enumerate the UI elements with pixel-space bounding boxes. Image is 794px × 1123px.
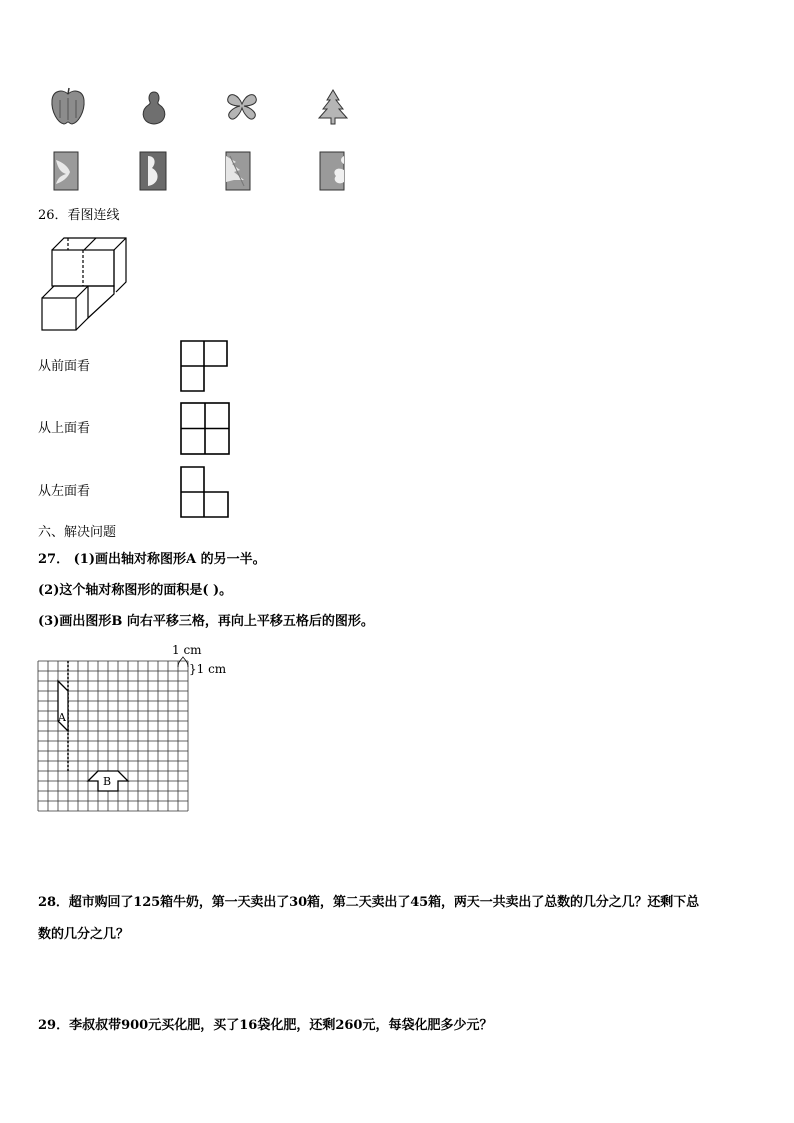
q28-line-1: 28．超市购回了125箱牛奶，第一天卖出了30箱，第二天卖出了45箱，两天一共卖出了总数的几分之几？还剩下总: [38, 895, 700, 910]
half-tree-cutout-icon: [222, 150, 256, 192]
shape-b-label: B: [103, 775, 112, 788]
cube-stack-figure: [38, 236, 130, 332]
left-view-figure: [180, 466, 232, 520]
half-apple-cutout-icon: [50, 150, 84, 192]
q28-line-2: 数的几分之几？: [38, 927, 130, 942]
tree-shape-icon: [316, 88, 350, 126]
half-flower-cutout-icon: [316, 150, 350, 192]
gourd-shape-icon: [138, 88, 170, 128]
view-label-left: 从左面看: [38, 484, 91, 499]
q27-line-2: (2)这个轴对称图形的面积是( )。: [38, 583, 233, 598]
top-view-figure: [180, 402, 232, 456]
front-view-figure: [180, 340, 230, 394]
unit-label-top: 1 cm: [172, 643, 202, 657]
flower-shape-icon: [220, 86, 264, 126]
section-6-title: 六、解决问题: [38, 525, 117, 540]
half-gourd-cutout-icon: [136, 150, 170, 192]
apple-shape-icon: [48, 86, 88, 128]
view-label-top: 从上面看: [38, 421, 91, 436]
grid-figure: [38, 661, 198, 821]
unit-label-right: }1 cm: [189, 662, 227, 676]
q27-line-1: 27． (1)画出轴对称图形A 的另一半。: [38, 552, 266, 567]
view-label-front: 从前面看: [38, 359, 91, 374]
shape-a-label: A: [58, 711, 66, 724]
q26-title: 26．看图连线: [38, 208, 120, 223]
q29-text: 29．李叔叔带900元买化肥，买了16袋化肥，还剩260元，每袋化肥多少元？: [38, 1018, 493, 1033]
q27-line-3: (3)画出图形B 向右平移三格，再向上平移五格后的图形。: [38, 614, 374, 629]
